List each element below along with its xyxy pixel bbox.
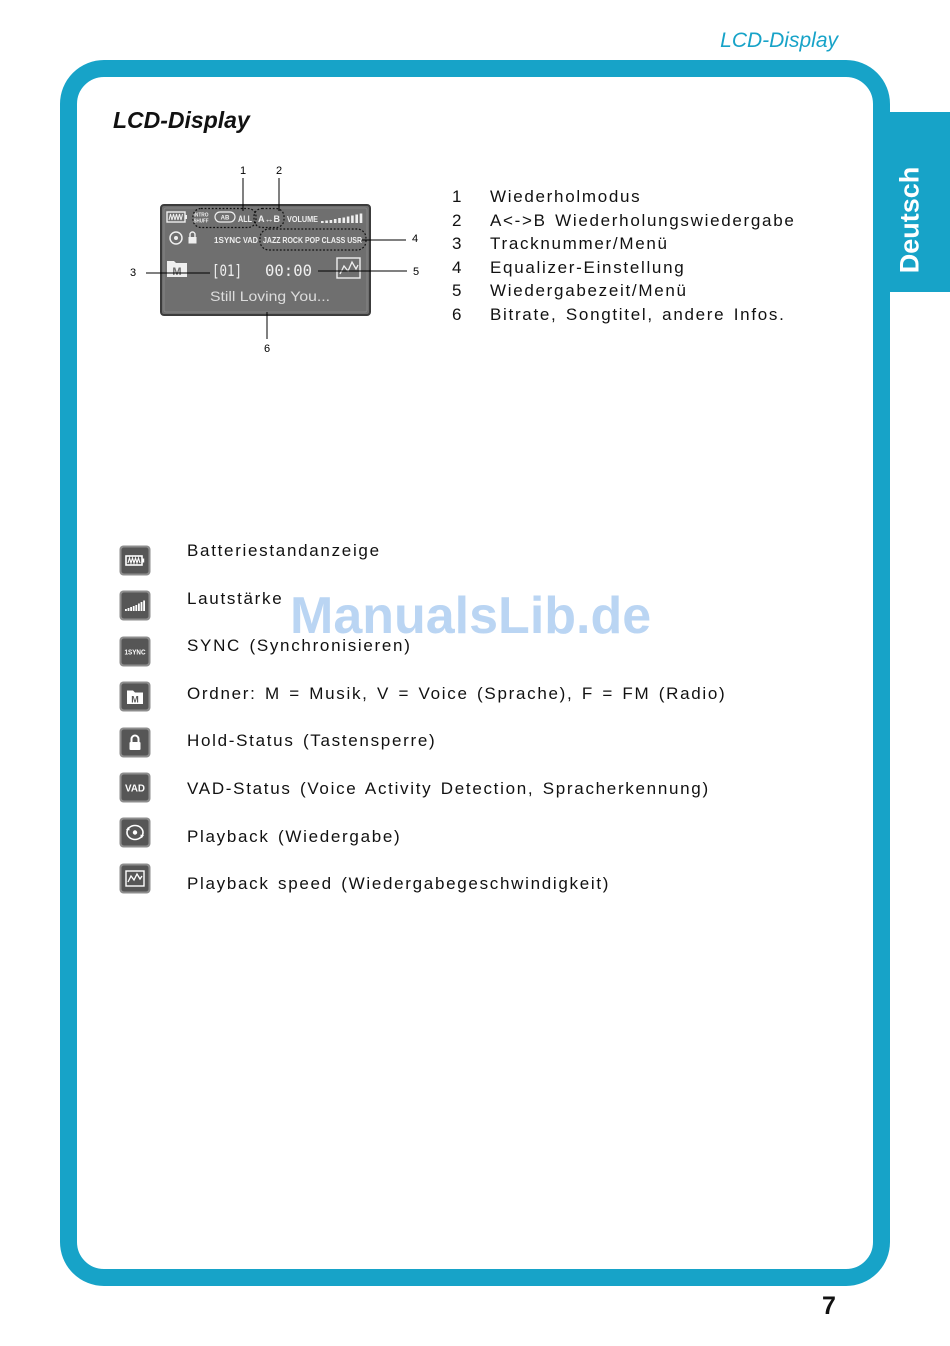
legend-text: Bitrate, Songtitel, andere Infos. <box>490 304 786 324</box>
playback-center <box>133 831 137 835</box>
running-title: LCD-Display <box>720 29 838 52</box>
callout-2: 2 <box>275 165 283 177</box>
lcd-volume-label: VOLUME <box>287 214 319 224</box>
numbered-legend <box>452 185 796 327</box>
callout-6: 6 <box>263 343 271 355</box>
legend-text: Tracknummer/Menü <box>490 234 669 254</box>
legend-item-folder: Ordner: M = Musik, V = Voice (Sprache), F = FM (Radio) <box>187 683 727 703</box>
lcd-volume-bar <box>330 220 333 223</box>
lcd-lock-body <box>189 237 197 244</box>
lcd-volume-bar <box>334 219 337 223</box>
lcd-diagram <box>120 160 430 360</box>
lcd-folder-letter: M <box>172 266 182 278</box>
watermark: ManualsLib.de <box>290 587 652 645</box>
lcd-track-number: [01] <box>212 261 242 280</box>
lcd-playback-center <box>174 236 178 240</box>
lcd-volume-bar <box>355 215 358 224</box>
icon-legend <box>187 527 726 908</box>
legend-number: 4 <box>452 257 464 277</box>
legend-row-4 <box>452 256 796 280</box>
legend-row-3 <box>452 232 796 256</box>
legend-text: Equalizer-Einstellung <box>490 257 686 277</box>
legend-text: A<->B Wiederholungswiedergabe <box>490 210 796 230</box>
legend-row-2 <box>452 209 796 233</box>
legend-text: Wiederholmodus <box>490 187 642 206</box>
legend-item-volume: Lautstärke <box>187 588 284 608</box>
lcd-volume-bar <box>351 216 354 224</box>
lcd-volume-bar <box>338 218 341 223</box>
legend-item-vad: VAD-Status (Voice Activity Detection, Spracherkennung) <box>187 778 710 798</box>
sync-icon <box>119 636 151 667</box>
lcd-battery-nub <box>185 215 187 219</box>
lcd-ab-repeat: A↔B <box>258 214 281 224</box>
vad-icon-glyph: VAD <box>125 783 145 795</box>
legend-item-hold: Hold-Status (Tastensperre) <box>187 731 437 751</box>
lcd-equalizer-list: JAZZ ROCK POP CLASS USR <box>263 236 363 245</box>
volume-bar <box>138 604 140 612</box>
legend-number: 6 <box>452 304 464 324</box>
volume-bar <box>135 605 137 611</box>
callout-4: 4 <box>411 233 419 245</box>
callout-1: 1 <box>239 165 247 177</box>
vad-icon <box>119 772 151 803</box>
playback-icon <box>119 817 151 848</box>
lcd-folder-icon <box>167 261 187 278</box>
lcd-volume-bar <box>360 214 363 224</box>
callout-3: 3 <box>129 267 137 279</box>
volume-bar <box>130 607 132 611</box>
lcd-shuffle-label: SHUFF <box>193 218 209 225</box>
legend-item-battery: Batteriestandanzeige <box>187 541 381 560</box>
legend-item-playback: Playback (Wiedergabe) <box>187 826 402 846</box>
lock-body <box>130 742 141 750</box>
language-tab <box>888 112 950 292</box>
volume-bar <box>128 608 130 611</box>
lcd-volume-bar <box>325 221 328 224</box>
lcd-vad-label: VAD <box>243 235 258 245</box>
legend-number: 3 <box>452 234 464 254</box>
lcd-repeat-all: ALL <box>238 214 253 224</box>
icon-legend-icons <box>119 545 151 908</box>
callout-5: 5 <box>412 266 420 278</box>
volume-icon <box>119 590 151 621</box>
legend-row-6 <box>452 303 796 327</box>
legend-row-1 <box>452 185 796 209</box>
lock-icon <box>119 727 151 758</box>
lcd-volume-bar <box>321 221 324 223</box>
legend-number: 2 <box>452 210 464 230</box>
battery-nub <box>142 559 144 563</box>
legend-number: 1 <box>452 187 464 206</box>
lcd-volume-bar <box>343 218 346 224</box>
page-number: 7 <box>822 1292 836 1320</box>
folder-icon <box>119 681 151 712</box>
legend-text: Wiedergabezeit/Menü <box>490 281 688 301</box>
folder-icon-glyph: M <box>131 694 139 705</box>
legend-row-5 <box>452 279 796 303</box>
volume-bar <box>133 606 135 611</box>
volume-bar <box>143 601 145 612</box>
playback-speed-icon <box>119 863 151 894</box>
battery-icon <box>119 545 151 576</box>
lcd-ab-repeat-icon-label: AB <box>220 215 230 222</box>
volume-bar <box>125 609 127 611</box>
legend-number: 5 <box>452 281 464 301</box>
volume-bar <box>141 602 143 611</box>
sync-icon-glyph: 1SYNC <box>124 649 146 657</box>
lcd-sync-label: 1SYNC <box>214 235 241 245</box>
language-tab-label: Deutsch <box>894 166 925 274</box>
lcd-song-info: Still Loving You... <box>210 288 330 304</box>
legend-item-playback-speed: Playback speed (Wiedergabegeschwindigkeit) <box>187 874 611 894</box>
lcd-volume-bar <box>347 217 350 224</box>
lcd-intro-label: INTRO <box>193 212 209 219</box>
lcd-play-time: 00:00 <box>265 261 312 280</box>
legend-item-sync: SYNC (Synchronisieren) <box>187 636 412 656</box>
section-title: LCD-Display <box>113 107 250 133</box>
